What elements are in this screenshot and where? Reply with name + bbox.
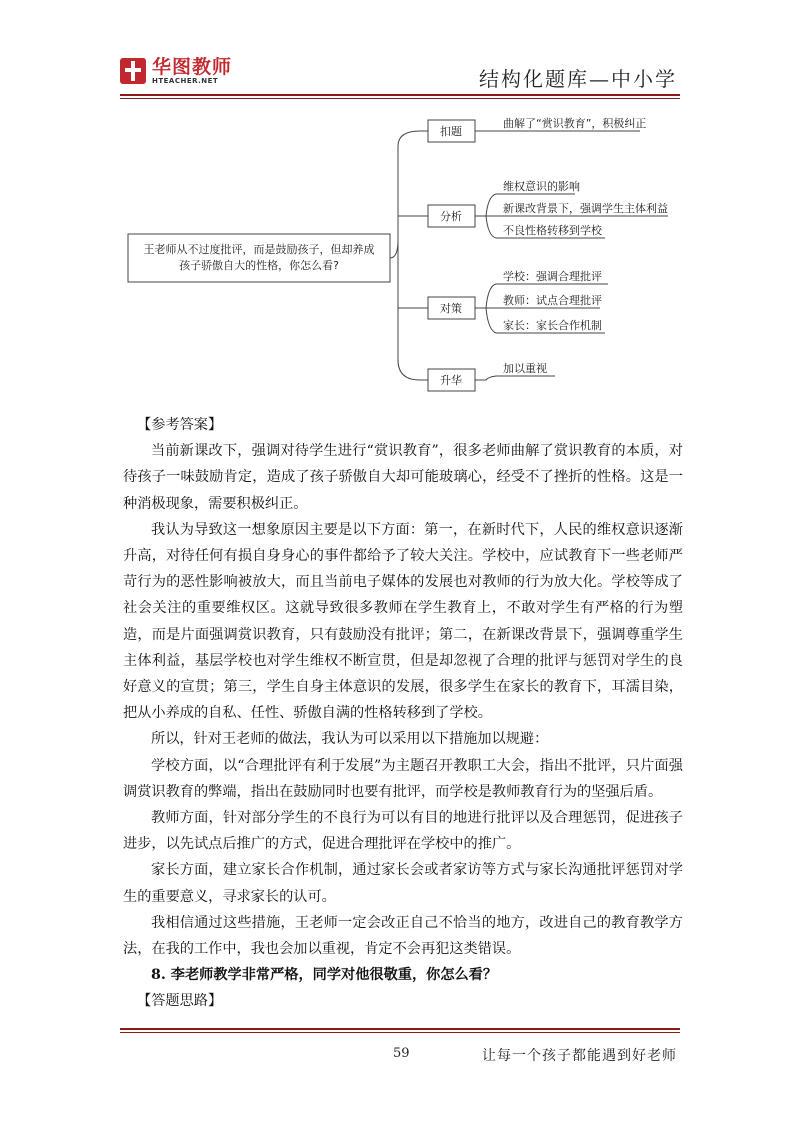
mindmap-connector-3 <box>475 284 496 333</box>
page-number: 59 <box>393 1046 410 1061</box>
reference-answer-label: 【参考答案】 <box>137 417 223 433</box>
answer-content <box>123 412 683 1015</box>
answer-paragraph-5: 教师方面，针对部分学生的不良行为可以有目的地进行批评以及合理惩罚，促进孩子进步，以先试点后推广的方式，促进合理批评在学校中的推广。 <box>123 810 683 853</box>
answer-paragraph-3: 所以，针对王老师的做法，我认为可以采用以下措施加以规避： <box>151 731 549 748</box>
mindmap-leaf-4-1: 加以重视 <box>503 362 547 375</box>
answer-paragraph-7: 我相信通过这些措施，王老师一定会改正自己不恰当的地方，改进自己的教育教学方法，在我的工作中，我也会加以重视，肯定不会再犯这类错误。 <box>123 914 683 958</box>
mindmap-root-line-1: 王老师从不过度批评，而是鼓励孩子，但却养成 <box>143 243 375 256</box>
mindmap-connector-2 <box>475 194 496 238</box>
question-8: 8. 李老师教学非常严格，同学对他很敬重，你怎么看？ <box>151 967 498 984</box>
mindmap-trunk <box>390 131 428 380</box>
mindmap-leaf-1-1: 曲解了“赏识教育”，积极纠正 <box>503 117 647 130</box>
mindmap-branch-label-4: 升华 <box>440 374 462 387</box>
logo-domain: HTEACHER.NET <box>152 77 219 85</box>
footer-slogan: 让每一个孩子都能遇到好老师 <box>482 1048 677 1064</box>
thinking-label: 【答题思路】 <box>137 993 223 1010</box>
mindmap-branch-label-3: 对策 <box>440 302 462 315</box>
mindmap-leaf-2-1: 维权意识的影响 <box>503 180 580 193</box>
mindmap-root-line-2: 孩子骄傲自大的性格，你怎么看? <box>179 259 339 272</box>
answer-paragraph-1: 当前新课改下，强调对待学生进行“赏识教育”，很多老师曲解了赏识教育的本质，对待孩子一味鼓励肯定，造成了孩子骄傲自大却可能玻璃心，经受不了挫折的性格。这是一种消极现象，需要积极纠正。 <box>123 443 683 512</box>
mindmap-branch-label-2: 分析 <box>440 210 462 223</box>
mindmap-leaf-2-3: 不良性格转移到学校 <box>503 224 602 237</box>
mindmap-branch-label-1: 扣题 <box>440 125 462 138</box>
answer-paragraph-4: 学校方面，以“合理批评有利于发展”为主题召开教职工大会，指出不批评，只片面强调赏识教育的弊端，指出在鼓励同时也要有批评，而学校是教师教育行为的坚强后盾。 <box>123 757 683 800</box>
mindmap-connector-4 <box>475 376 496 380</box>
mindmap-leaf-3-2: 教师：试点合理批评 <box>503 294 602 307</box>
answer-paragraph-6: 家长方面，建立家长合作机制，通过家长会或者家访等方式与家长沟通批评惩罚对学生的重要意义，寻求家长的认可。 <box>123 862 683 905</box>
footer-divider-thin <box>120 1032 680 1033</box>
mindmap-root-box <box>128 234 390 282</box>
mindmap-leaf-2-2: 新课改背景下，强调学生主体利益 <box>503 202 668 215</box>
mindmap-leaf-3-1: 学校：强调合理批评 <box>503 270 602 283</box>
mindmap-leaf-3-3: 家长：家长合作机制 <box>503 319 602 332</box>
answer-paragraph-2: 我认为导致这一想象原因主要是以下方面：第一，在新时代下，人民的维权意识逐渐升高，对待任何有损自身身心的事件都给予了较大关注。学校中，应试教育下一些老师严苛行为的恶性影响被放大，而且当前电子媒体的发展也对教师的行为放大化。学校等成了社会关注的重要维权区。这就导致很多教师在学生教育上，不敢对学生有严格的行为塑造，而是片面强调赏识教育，只有鼓励没有批评；第二，在新课改背景下，强调尊重学生主体利益，基层学校也对学生维权不断宣贯，但是却忽视了合理的批评与惩罚对学生的良好意义的宣贯；第三，学生自身主体意识的发展，很多学生在家长的教育下，耳濡目染，把从小养成的自私、任性、骄傲自满的性格转移到了学校。 <box>123 521 683 722</box>
mind-map <box>0 0 800 400</box>
header-title: 结构化题库—中小学 <box>479 67 677 91</box>
footer-divider <box>120 1028 680 1030</box>
logo-name: 华图教师 <box>152 56 233 78</box>
